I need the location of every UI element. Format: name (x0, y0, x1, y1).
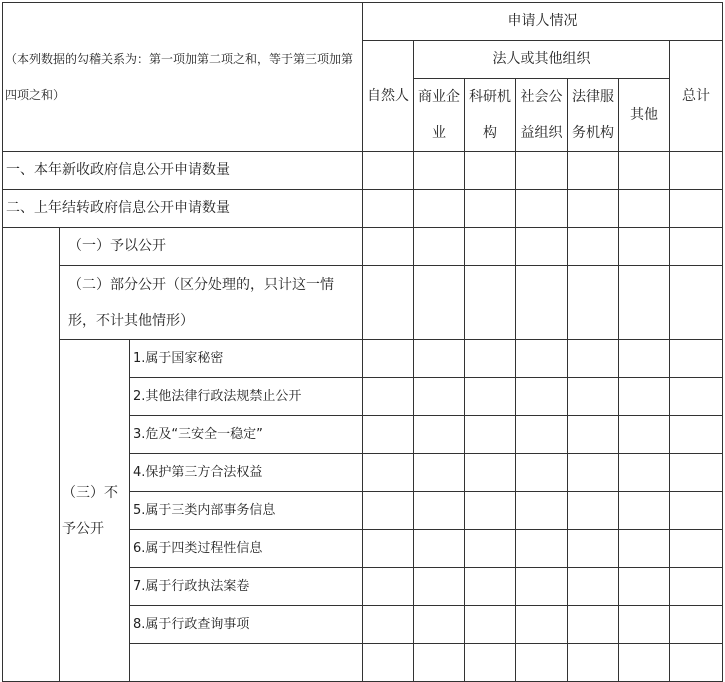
item-row: 8.属于行政查询事项 (130, 606, 363, 644)
row-not-disclosed: （三）不予公开 (60, 340, 130, 682)
statistics-table (2, 2, 723, 682)
item-row: 7.属于行政执法案卷 (130, 568, 363, 606)
research-institution-header: 科研机构 (465, 79, 516, 152)
row-disclosed: （一）予以公开 (60, 228, 363, 266)
result-category-cell (3, 228, 60, 682)
item-row: 4.保护第三方合法权益 (130, 454, 363, 492)
legal-service-org-header: 法律服务机构 (568, 79, 619, 152)
item-row: 3.危及“三安全一稳定” (130, 416, 363, 454)
item-row: 6.属于四类过程性信息 (130, 530, 363, 568)
item-row-empty (130, 644, 363, 682)
natural-person-header: 自然人 (363, 41, 414, 152)
commercial-enterprise-header: 商业企业 (414, 79, 465, 152)
applicant-situation-header: 申请人情况 (363, 3, 723, 41)
item-row: 2.其他法律行政法规禁止公开 (130, 378, 363, 416)
social-welfare-org-header: 社会公益组织 (516, 79, 568, 152)
row-new-applications: 一、本年新收政府信息公开申请数量 (3, 152, 363, 190)
row-carried-over: 二、上年结转政府信息公开申请数量 (3, 190, 363, 228)
item-row: 1.属于国家秘密 (130, 340, 363, 378)
total-header: 总计 (670, 41, 723, 152)
item-row: 5.属于三类内部事务信息 (130, 492, 363, 530)
row-partially-disclosed: （二）部分公开（区分处理的，只计这一情形，不计其他情形） (60, 266, 363, 340)
other-header: 其他 (619, 79, 670, 152)
legal-or-other-org-header: 法人或其他组织 (414, 41, 670, 79)
table-note: （本列数据的勾稽关系为：第一项加第二项之和，等于第三项加第四项之和） (3, 3, 363, 152)
